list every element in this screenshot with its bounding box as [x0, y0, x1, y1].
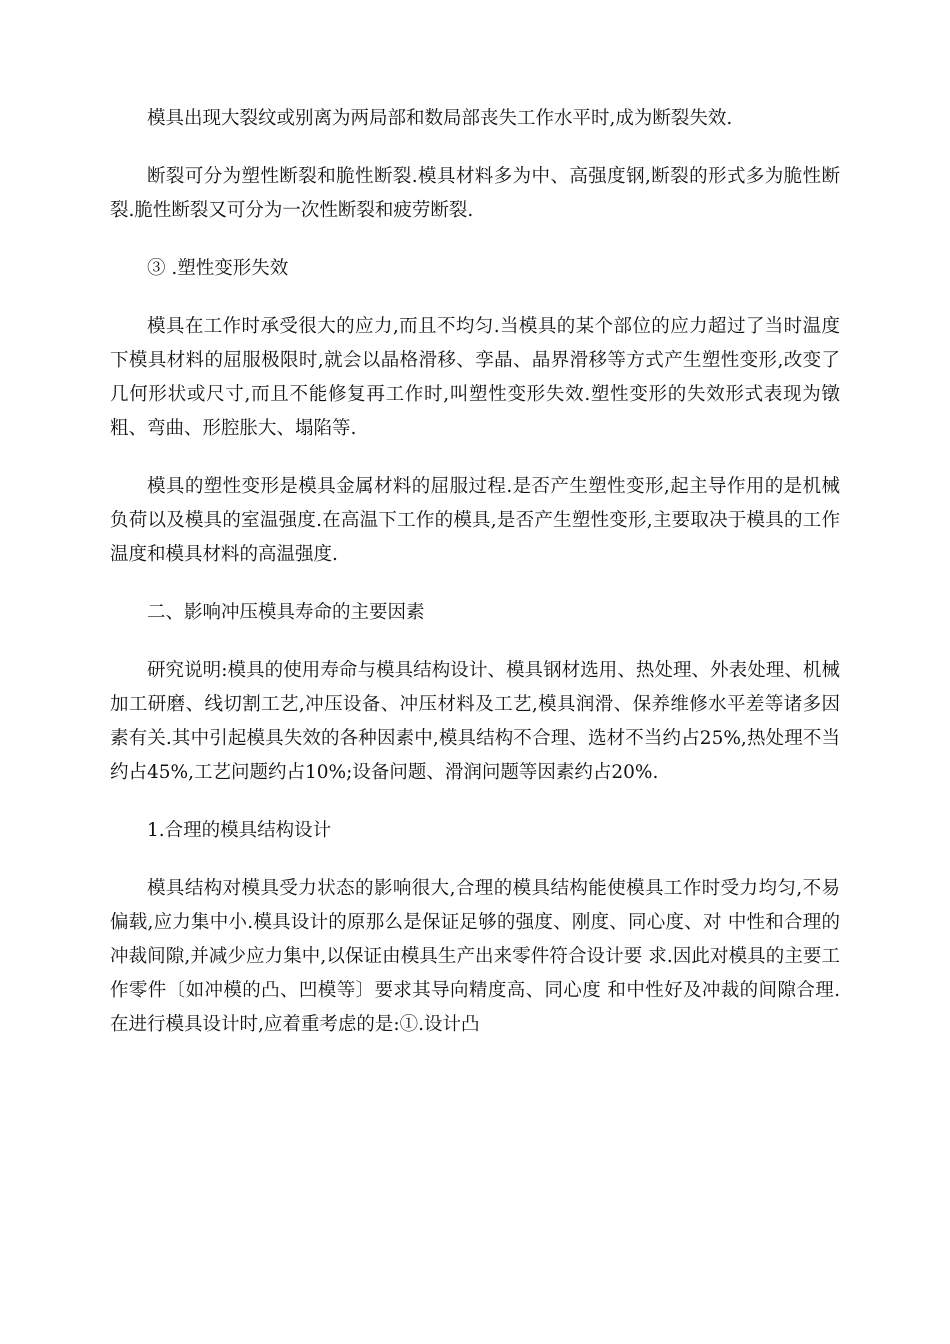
- paragraph-yield-process: 模具的塑性变形是模具金属材料的屈服过程.是否产生塑性变形,起主导作用的是机械负荷以及模具的室温强度.在高温下工作的模具,是否产生塑性变形,主要取决于模具的工作温度和模具材料的高温强度.: [110, 476, 840, 565]
- document-body: [110, 102, 840, 1066]
- heading-plastic-deformation: ③ .塑性变形失效: [147, 258, 289, 279]
- heading-life-factors: 二、影响冲压模具寿命的主要因素: [147, 602, 425, 623]
- paragraph-research-notes: 研究说明:模具的使用寿命与模具结构设计、模具钢材选用、热处理、外表处理、机械加工研磨、线切割工艺,冲压设备、冲压材料及工艺,模具润滑、保养维修水平差等诸多因素有关.其中引起模具失效的各种因素中,模具结构不合理、选材不当约占25%,热处理不当约占45%,工艺问题约占10%;设备问题、滑润问题等因素约占20%.: [110, 660, 840, 783]
- paragraph-fracture-types: 断裂可分为塑性断裂和脆性断裂.模具材料多为中、高强度钢,断裂的形式多为脆性断裂.脆性断裂又可分为一次性断裂和疲劳断裂.: [110, 166, 840, 221]
- heading-structure-design: 1.合理的模具结构设计: [147, 820, 332, 841]
- paragraph-fracture-definition: 模具出现大裂纹或别离为两局部和数局部丧失工作水平时,成为断裂失效.: [147, 108, 733, 129]
- paragraph-structure-design: 模具结构对模具受力状态的影响很大,合理的模具结构能使模具工作时受力均匀,不易偏载,应力集中小.模具设计的原那么是保证足够的强度、刚度、同心度、对 中性和合理的冲裁间隙,并减少应力集中,以保证由模具生产出来零件符合设计要 求.因此对模具的主要工作零件〔如冲模的凸、凹模等〕要求其导向精度高、同心度 和中性好及冲裁的间隙合理.在进行模具设计时,应着重考虑的是:①.设计凸: [110, 878, 840, 1035]
- paragraph-plastic-deformation: 模具在工作时承受很大的应力,而且不均匀.当模具的某个部位的应力超过了当时温度下模具材料的屈服极限时,就会以晶格滑移、孪晶、晶界滑移等方式产生塑性变形,改变了几何形状或尺寸,而且不能修复再工作时,叫塑性变形失效.塑性变形的失效形式表现为镦粗、弯曲、形腔胀大、塌陷等.: [110, 316, 840, 439]
